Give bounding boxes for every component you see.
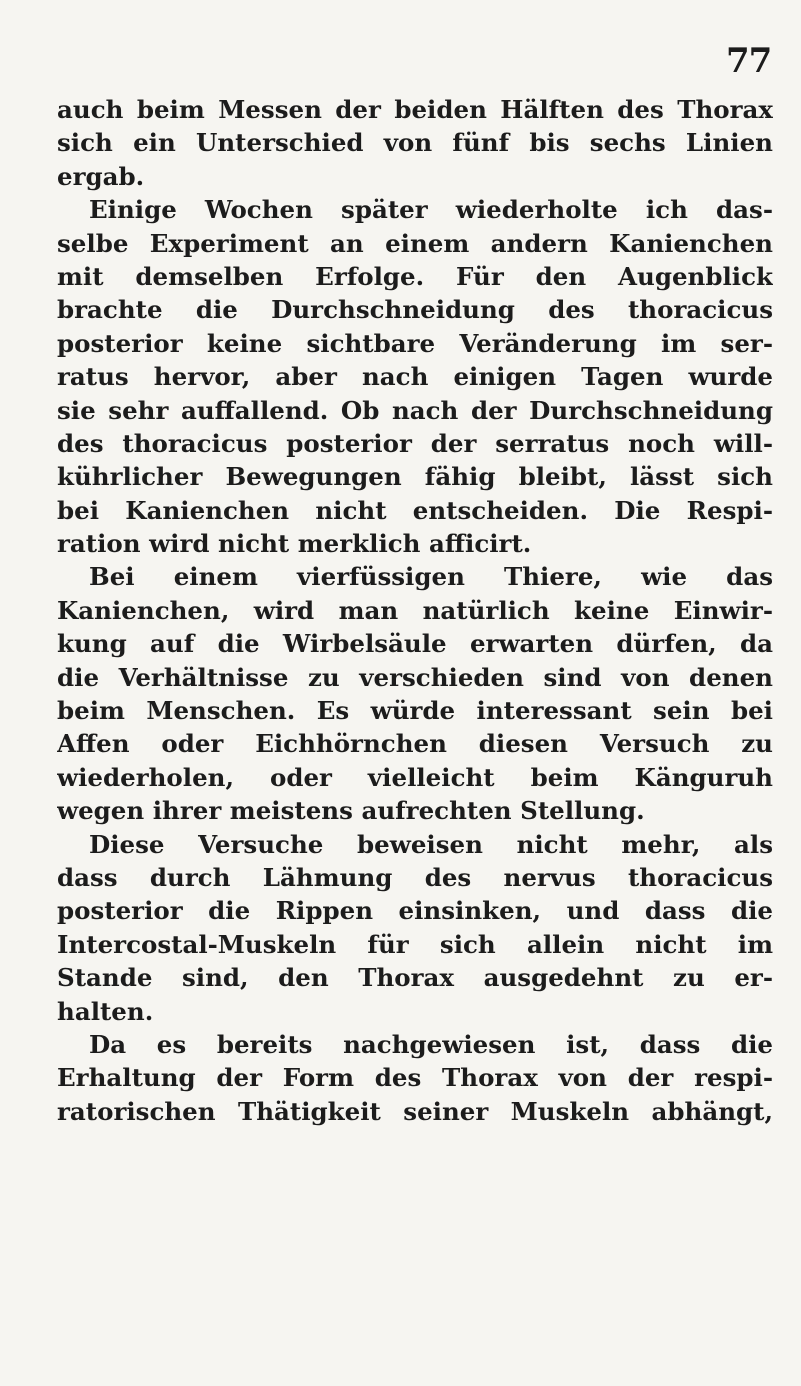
text-line: Intercostal-Muskeln für sich allein nicht im <box>57 929 773 959</box>
text-line: Diese Versuche beweisen nicht mehr, als <box>89 829 773 859</box>
text-line: Stande sind, den Thorax ausgedehnt zu er- <box>57 963 773 993</box>
text-line: posterior keine sichtbare Veränderung im ser- <box>57 328 773 358</box>
text-line: Affen oder Eichhörnchen diesen Versuch zu <box>57 729 773 759</box>
text-line: halten. <box>57 996 154 1026</box>
text-line: beim Menschen. Es würde interessant sein bei <box>57 696 773 726</box>
text-line: wegen ihrer meistens aufrechten Stellung. <box>57 796 645 826</box>
text-line: Erhaltung der Form des Thorax von der respi- <box>57 1063 773 1093</box>
text-line: ratorischen Thätigkeit seiner Muskeln abhängt, <box>57 1096 773 1126</box>
text-line: Bei einem vierfüssigen Thiere, wie das <box>89 562 773 592</box>
text-line: dass durch Lähmung des nervus thoracicus <box>57 862 773 892</box>
page-number: 77 <box>726 41 772 81</box>
text-line: ratus hervor, aber nach einigen Tagen wurde <box>57 362 773 392</box>
text-line: wiederholen, oder vielleicht beim Känguruh <box>57 762 773 792</box>
text-line: brachte die Durchschneidung des thoracicus <box>57 295 773 325</box>
text-line: auch beim Messen der beiden Hälften des Thorax <box>57 95 773 124</box>
text-line: Kanienchen, wird man natürlich keine Einwir- <box>57 595 773 625</box>
text-line: die Verhältnisse zu verschieden sind von denen <box>57 662 773 692</box>
text-line: selbe Experiment an einem andern Kanienchen <box>57 228 773 258</box>
text-line: mit demselben Erfolge. Für den Augenblick <box>57 261 773 291</box>
text-line: Einige Wochen später wiederholte ich das- <box>89 195 773 225</box>
text-line: sich ein Unterschied von fünf bis sechs Linien <box>57 128 773 158</box>
text-line: bei Kanienchen nicht entscheiden. Die Respi- <box>57 495 773 525</box>
text-line: ration wird nicht merklich afficirt. <box>57 529 532 559</box>
body-text <box>57 93 773 1128</box>
text-line: sie sehr auffallend. Ob nach der Durchschneidung <box>57 395 773 425</box>
text-line: kung auf die Wirbelsäule erwarten dürfen, da <box>57 629 773 659</box>
text-line: des thoracicus posterior der serratus noch will- <box>57 428 773 458</box>
text-line: Da es bereits nachgewiesen ist, dass die <box>89 1029 773 1059</box>
text-line: kührlicher Bewegungen fähig bleibt, lässt sich <box>57 462 773 492</box>
text-line: posterior die Rippen einsinken, und dass die <box>57 896 773 926</box>
text-line: ergab. <box>57 161 145 191</box>
